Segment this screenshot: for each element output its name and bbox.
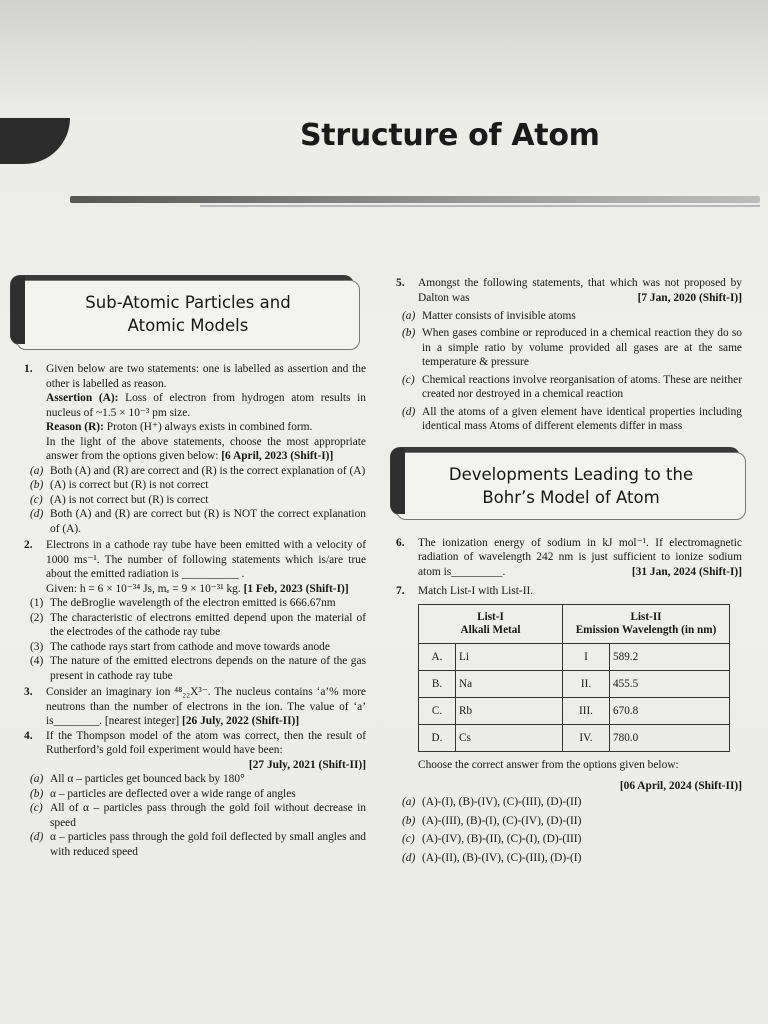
match-table xyxy=(418,604,730,752)
option-text: (A)-(I), (B)-(IV), (C)-(III), (D)-(II) xyxy=(422,796,582,808)
option-text: (A) is not correct but (R) is correct xyxy=(50,493,209,506)
question-1 xyxy=(24,362,366,464)
table-cell: A. xyxy=(419,644,456,671)
question-text: If the Thompson model of the atom was correct, then the result of Rutherford’s gold foil experiment would have been: xyxy=(46,729,366,756)
question-text: Consider an imaginary ion ⁴⁸₂₂X³⁻. The nucleus contains ‘a’% more neutrons than the number of electrons in the ion. The value of ‘a’ is________. [nearest integer] xyxy=(46,686,366,727)
option-label: (b) xyxy=(402,814,416,827)
section-heading-line: Atomic Models xyxy=(127,316,249,335)
option-label: (2) xyxy=(30,611,44,624)
option-text: When gases combine or reproduced in a chemical reaction they do so in a simple ratio by volume provided all gases are at the same temperature & pressure xyxy=(422,327,742,368)
option xyxy=(24,507,366,536)
table-row xyxy=(419,671,730,698)
assertion-text: Loss of electron from hydrogen atom results in nucleus of ~1.5 × 10⁻³ pm size. xyxy=(46,392,366,419)
question-reference: [06 April, 2024 (Shift-II)] xyxy=(619,779,742,792)
question-number: 4. xyxy=(24,729,33,742)
option-label: (c) xyxy=(30,802,43,814)
option-text: (A) is correct but (R) is not correct xyxy=(50,479,209,491)
table-header-row xyxy=(419,605,730,644)
choose-instruction: Choose the correct answer from the options given below: xyxy=(418,759,679,771)
option xyxy=(24,611,366,640)
option xyxy=(24,640,366,655)
option-label: (c) xyxy=(402,833,415,845)
question-reference: [31 Jan, 2024 (Shift-I)] xyxy=(631,566,742,578)
question-given: Given: h = 6 × 10⁻³⁴ Js, mₑ = 9 × 10⁻³¹ kg. xyxy=(46,582,241,595)
right-column xyxy=(396,276,742,865)
option xyxy=(24,654,366,683)
option xyxy=(396,814,742,829)
question-6 xyxy=(396,536,742,580)
section-heading-line: Developments Leading to the xyxy=(448,464,694,484)
option-label: (1) xyxy=(30,597,44,609)
option xyxy=(24,464,366,479)
option xyxy=(24,830,366,859)
question-text: Amongst the following statements, that which was not proposed by Dalton was xyxy=(418,277,742,304)
option xyxy=(396,309,742,324)
option xyxy=(24,596,366,611)
option-text: All of α – particles pass through the gold foil without decrease in speed xyxy=(50,802,366,829)
chapter-title: Structure of Atom xyxy=(300,118,600,153)
option xyxy=(24,493,366,508)
option-text: α – particles are deflected over a wide range of angles xyxy=(50,787,296,800)
reason-text: Proton (H⁺) always exists in combined form. xyxy=(103,421,313,433)
q7-options xyxy=(396,795,742,865)
section-heading-line: Bohr’s Model of Atom xyxy=(482,487,660,507)
table-cell: 780.0 xyxy=(610,725,730,752)
option-label: (b) xyxy=(30,787,44,800)
option-text: (A)-(III), (B)-(I), (C)-(IV), (D)-(II) xyxy=(422,814,582,827)
option xyxy=(24,787,366,802)
title-underline-thin xyxy=(200,205,760,207)
header-text: Alkali Metal xyxy=(460,624,521,636)
option xyxy=(24,772,366,787)
question-text: The ionization energy of sodium in kJ mol⁻¹. If electromagnetic radiation of wavelength 242 nm is just sufficient to ionize sodium atom is_________. xyxy=(418,536,742,578)
question-2 xyxy=(24,538,366,596)
table-cell: 455.5 xyxy=(610,671,730,698)
chapter-corner-decoration xyxy=(0,118,70,164)
option xyxy=(396,373,742,402)
option-text: All α – particles get bounced back by 180° xyxy=(50,773,245,785)
option-label: (d) xyxy=(30,508,44,520)
option-text: Matter consists of invisible atoms xyxy=(422,309,576,322)
table-cell: III. xyxy=(563,698,610,725)
option-text: The nature of the emitted electrons depends on the nature of the gas present in cathode ray tube xyxy=(50,655,366,682)
option xyxy=(24,801,366,830)
question-text: Match List-I with List-II. xyxy=(418,584,534,597)
header-text: List-I xyxy=(477,611,504,623)
option xyxy=(24,478,366,493)
table-row xyxy=(419,725,730,752)
option-label: (d) xyxy=(402,851,416,864)
question-reference: [26 July, 2022 (Shift-II)] xyxy=(182,715,300,727)
option-label: (a) xyxy=(402,309,416,322)
header-text: List-II xyxy=(630,611,662,623)
title-underline xyxy=(70,196,760,203)
table-row xyxy=(419,644,730,671)
table-cell: Li xyxy=(456,644,563,671)
question-reference: [6 April, 2023 (Shift-I)] xyxy=(221,450,334,462)
question-reference: [27 July, 2021 (Shift-II)] xyxy=(248,758,366,771)
question-reference: [1 Feb, 2023 (Shift-I)] xyxy=(243,582,349,595)
section-heading-shade xyxy=(11,276,25,344)
table-cell: I xyxy=(563,644,610,671)
left-column xyxy=(24,280,366,859)
table-cell: Cs xyxy=(456,725,563,752)
q2-options xyxy=(24,596,366,683)
option-label: (c) xyxy=(402,373,415,386)
question-4 xyxy=(24,729,366,773)
table-cell: D. xyxy=(419,725,456,752)
option-label: (a) xyxy=(30,464,44,477)
question-number: 6. xyxy=(396,536,405,549)
page-top-shadow xyxy=(0,0,768,100)
question-ask: In the light of the above statements, choose the most appropriate answer from the options given below: xyxy=(46,435,366,462)
option xyxy=(396,832,742,847)
reason-label: Reason (R): xyxy=(46,421,104,433)
option-label: (4) xyxy=(30,655,44,667)
table-cell: Na xyxy=(456,671,563,698)
section-heading-line: Sub-Atomic Particles and xyxy=(85,293,291,312)
table-cell: Rb xyxy=(456,698,563,725)
option xyxy=(396,851,742,866)
option-label: (b) xyxy=(402,327,416,339)
question-number: 3. xyxy=(24,686,33,698)
option-label: (a) xyxy=(30,773,44,785)
section-heading-shade xyxy=(391,448,405,514)
question-5 xyxy=(396,276,742,306)
option-text: Both (A) and (R) are correct but (R) is NOT the correct explanation of (A). xyxy=(50,508,366,535)
table-header-list1 xyxy=(419,605,563,644)
table-cell: C. xyxy=(419,698,456,725)
q1-options xyxy=(24,464,366,537)
question-3 xyxy=(24,685,366,729)
section-heading-subatomic xyxy=(16,280,360,350)
table-row xyxy=(419,698,730,725)
option xyxy=(396,405,742,434)
q4-options xyxy=(24,772,366,859)
question-number: 2. xyxy=(24,539,33,551)
option-label: (b) xyxy=(30,479,44,491)
option-text: Both (A) and (R) are correct and (R) is the correct explanation of (A) xyxy=(50,464,366,477)
option-label: (c) xyxy=(30,493,43,506)
option-label: (3) xyxy=(30,640,44,653)
option-text: (A)-(IV), (B)-(II), (C)-(I), (D)-(III) xyxy=(422,833,582,845)
option-label: (d) xyxy=(30,831,44,843)
question-text: Electrons in a cathode ray tube have been emitted with a velocity of 1000 ms⁻¹. The number of following statements which is/are true about the emitted radiation is __________ . xyxy=(46,539,366,580)
header-text: Emission Wavelength (in nm) xyxy=(575,624,717,636)
option-text: α – particles pass through the gold foil deflected by small angles and with reduced speed xyxy=(50,831,366,858)
option-label: (a) xyxy=(402,796,416,808)
question-number: 5. xyxy=(396,277,405,289)
question-number: 1. xyxy=(24,363,33,375)
question-7 xyxy=(396,584,742,599)
table-cell: 670.8 xyxy=(610,698,730,725)
q5-options xyxy=(396,309,742,434)
option-text: The cathode rays start from cathode and move towards anode xyxy=(50,640,330,653)
option-text: The characteristic of electrons emitted depend upon the material of the electrodes of the cathode ray tube xyxy=(50,611,366,638)
option-label: (d) xyxy=(402,405,416,418)
assertion-label: Assertion (A): xyxy=(46,392,119,404)
option-text: (A)-(II), (B)-(IV), (C)-(III), (D)-(I) xyxy=(422,851,582,864)
table-header-list2 xyxy=(563,605,730,644)
table-cell: II. xyxy=(563,671,610,698)
table-cell: 589.2 xyxy=(610,644,730,671)
table-cell: B. xyxy=(419,671,456,698)
question-reference: [7 Jan, 2020 (Shift-I)] xyxy=(637,292,742,304)
question-number: 7. xyxy=(396,584,405,597)
section-heading-bohr xyxy=(396,452,746,520)
option-text: The deBroglie wavelength of the electron emitted is 666.67nm xyxy=(50,597,336,609)
option xyxy=(396,795,742,810)
question-text: Given below are two statements: one is labelled as assertion and the other is labelled as reason. xyxy=(46,363,366,390)
option-text: All the atoms of a given element have identical properties including identical mass Atoms of different elements differ in mass xyxy=(422,405,742,432)
option-text: Chemical reactions involve reorganisation of atoms. These are neither created nor destroyed in a chemical reaction xyxy=(422,373,742,400)
table-cell: IV. xyxy=(563,725,610,752)
option xyxy=(396,326,742,370)
